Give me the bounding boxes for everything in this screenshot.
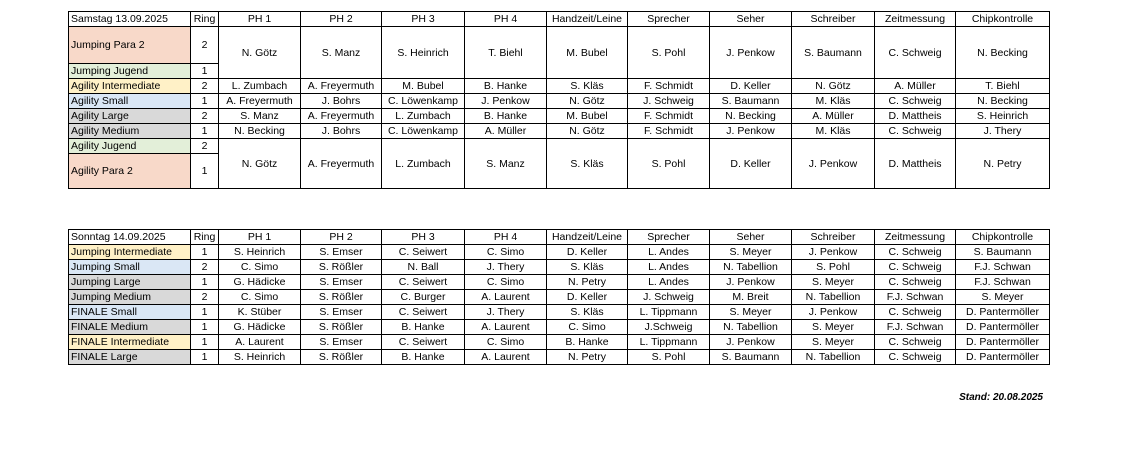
cell-schreiber: S. Meyer [792, 335, 875, 350]
cell-schreiber: N. Götz [792, 79, 875, 94]
cell-handzeit: C. Simo [547, 320, 628, 335]
ring-cell: 1 [191, 320, 219, 335]
table-row [69, 109, 1050, 124]
cell-zeitmessung: D. Mattheis [875, 109, 956, 124]
cell-ph3: C. Seiwert [382, 275, 465, 290]
cell-ph4: C. Simo [465, 275, 547, 290]
cell-sprecher: J. Schweig [628, 290, 710, 305]
class-label: FINALE Medium [69, 320, 191, 335]
cell-sprecher: S. Pohl [628, 139, 710, 189]
cell-seher: J. Penkow [710, 124, 792, 139]
ring-cell: 2 [191, 139, 219, 154]
cell-zeitmessung: F.J. Schwan [875, 320, 956, 335]
class-label: Agility Medium [69, 124, 191, 139]
cell-ph4: J. Thery [465, 260, 547, 275]
cell-sprecher: L. Andes [628, 245, 710, 260]
col-header: Seher [710, 12, 792, 27]
cell-ph4: J. Thery [465, 305, 547, 320]
cell-handzeit: D. Keller [547, 245, 628, 260]
cell-ph3: C. Seiwert [382, 335, 465, 350]
class-label: FINALE Small [69, 305, 191, 320]
cell-seher: S. Baumann [710, 350, 792, 365]
cell-zeitmessung: C. Schweig [875, 245, 956, 260]
cell-ph3: M. Bubel [382, 79, 465, 94]
ring-cell: 2 [191, 290, 219, 305]
cell-zeitmessung: F.J. Schwan [875, 290, 956, 305]
cell-handzeit: N. Petry [547, 350, 628, 365]
cell-sprecher: L. Andes [628, 275, 710, 290]
cell-ph1: S. Manz [219, 109, 301, 124]
cell-ph2: J. Bohrs [301, 94, 382, 109]
ring-cell: 2 [191, 79, 219, 94]
cell-schreiber: J. Penkow [792, 139, 875, 189]
cell-schreiber: J. Penkow [792, 245, 875, 260]
cell-ph2: A. Freyermuth [301, 109, 382, 124]
cell-chipkontrolle: D. Pantermöller [956, 335, 1050, 350]
cell-sprecher: L. Tippmann [628, 305, 710, 320]
cell-handzeit: S. Kläs [547, 305, 628, 320]
day-date: Sonntag 14.09.2025 [69, 230, 191, 245]
cell-ph4: C. Simo [465, 245, 547, 260]
class-label: Jumping Small [69, 260, 191, 275]
cell-ph4: A. Müller [465, 124, 547, 139]
cell-schreiber: S. Meyer [792, 275, 875, 290]
cell-ph1: L. Zumbach [219, 79, 301, 94]
cell-schreiber: N. Tabellion [792, 290, 875, 305]
col-header: Sprecher [628, 12, 710, 27]
cell-sprecher: L. Tippmann [628, 335, 710, 350]
cell-seher: S. Baumann [710, 94, 792, 109]
ring-cell: 1 [191, 64, 219, 79]
cell-ph4: S. Manz [465, 139, 547, 189]
cell-ph1: K. Stüber [219, 305, 301, 320]
table-row [69, 350, 1050, 365]
col-header: Seher [710, 230, 792, 245]
cell-ph1: G. Hädicke [219, 320, 301, 335]
cell-ph3: C. Burger [382, 290, 465, 305]
ring-cell: 2 [191, 109, 219, 124]
cell-seher: D. Keller [710, 139, 792, 189]
col-header: PH 1 [219, 230, 301, 245]
cell-zeitmessung: C. Schweig [875, 335, 956, 350]
col-header: Chipkontrolle [956, 12, 1050, 27]
cell-schreiber: S. Baumann [792, 27, 875, 79]
table-row [69, 139, 1050, 154]
col-header: PH 3 [382, 12, 465, 27]
col-header: PH 1 [219, 12, 301, 27]
col-header: PH 2 [301, 12, 382, 27]
cell-handzeit: N. Götz [547, 94, 628, 109]
cell-ph3: S. Heinrich [382, 27, 465, 79]
ring-cell: 1 [191, 154, 219, 189]
cell-sprecher: F. Schmidt [628, 79, 710, 94]
header-row [69, 230, 1050, 245]
header-row [69, 12, 1050, 27]
cell-sprecher: F. Schmidt [628, 109, 710, 124]
cell-sprecher: J.Schweig [628, 320, 710, 335]
table-row [69, 79, 1050, 94]
class-label: Agility Intermediate [69, 79, 191, 94]
cell-seher: N. Becking [710, 109, 792, 124]
col-header: Zeitmessung [875, 12, 956, 27]
cell-zeitmessung: C. Schweig [875, 124, 956, 139]
cell-seher: S. Meyer [710, 245, 792, 260]
cell-handzeit: S. Kläs [547, 260, 628, 275]
cell-ph3: C. Seiwert [382, 305, 465, 320]
class-label: Agility Jugend [69, 139, 191, 154]
cell-chipkontrolle: S. Meyer [956, 290, 1050, 305]
cell-ph1: G. Hädicke [219, 275, 301, 290]
table-row [69, 27, 1050, 64]
ring-cell: 1 [191, 94, 219, 109]
cell-chipkontrolle: D. Pantermöller [956, 320, 1050, 335]
cell-ph2: S. Emser [301, 305, 382, 320]
col-header: Schreiber [792, 230, 875, 245]
cell-schreiber: J. Penkow [792, 305, 875, 320]
ring-cell: 1 [191, 335, 219, 350]
col-header: Sprecher [628, 230, 710, 245]
cell-chipkontrolle: D. Pantermöller [956, 305, 1050, 320]
cell-ph1: C. Simo [219, 290, 301, 305]
cell-seher: M. Breit [710, 290, 792, 305]
cell-ph2: J. Bohrs [301, 124, 382, 139]
class-label: Agility Para 2 [69, 154, 191, 189]
cell-ph4: T. Biehl [465, 27, 547, 79]
cell-sprecher: F. Schmidt [628, 124, 710, 139]
cell-ph3: L. Zumbach [382, 139, 465, 189]
cell-chipkontrolle: N. Becking [956, 27, 1050, 79]
class-label: Jumping Large [69, 275, 191, 290]
col-header: PH 2 [301, 230, 382, 245]
cell-schreiber: M. Kläs [792, 124, 875, 139]
cell-handzeit: N. Götz [547, 124, 628, 139]
class-label: FINALE Intermediate [69, 335, 191, 350]
cell-chipkontrolle: D. Pantermöller [956, 350, 1050, 365]
sunday-schedule-table [68, 229, 1050, 365]
ring-cell: 1 [191, 124, 219, 139]
cell-zeitmessung: C. Schweig [875, 305, 956, 320]
cell-sprecher: S. Pohl [628, 27, 710, 79]
cell-chipkontrolle: S. Heinrich [956, 109, 1050, 124]
cell-ph4: B. Hanke [465, 109, 547, 124]
cell-ph4: C. Simo [465, 335, 547, 350]
cell-ph1: S. Heinrich [219, 245, 301, 260]
cell-handzeit: N. Petry [547, 275, 628, 290]
ring-cell: 1 [191, 275, 219, 290]
cell-zeitmessung: C. Schweig [875, 260, 956, 275]
table-row [69, 335, 1050, 350]
cell-ph4: B. Hanke [465, 79, 547, 94]
stand-date: Stand: 20.08.2025 [959, 392, 1043, 403]
cell-ph2: A. Freyermuth [301, 139, 382, 189]
class-label: FINALE Large [69, 350, 191, 365]
cell-handzeit: D. Keller [547, 290, 628, 305]
cell-chipkontrolle: S. Baumann [956, 245, 1050, 260]
ring-cell: 1 [191, 305, 219, 320]
cell-schreiber: M. Kläs [792, 94, 875, 109]
cell-handzeit: S. Kläs [547, 79, 628, 94]
table-row [69, 275, 1050, 290]
col-header: Ring [191, 230, 219, 245]
col-header: PH 4 [465, 230, 547, 245]
cell-zeitmessung: A. Müller [875, 79, 956, 94]
table-row [69, 290, 1050, 305]
col-header: PH 3 [382, 230, 465, 245]
ring-cell: 1 [191, 245, 219, 260]
table-row [69, 305, 1050, 320]
class-label: Agility Large [69, 109, 191, 124]
class-label: Jumping Medium [69, 290, 191, 305]
cell-ph3: B. Hanke [382, 320, 465, 335]
cell-ph2: S. Emser [301, 275, 382, 290]
cell-sprecher: L. Andes [628, 260, 710, 275]
class-label: Jumping Intermediate [69, 245, 191, 260]
table-row [69, 320, 1050, 335]
col-header: Schreiber [792, 12, 875, 27]
cell-ph3: N. Ball [382, 260, 465, 275]
cell-handzeit: S. Kläs [547, 139, 628, 189]
cell-schreiber: N. Tabellion [792, 350, 875, 365]
cell-ph3: C. Löwenkamp [382, 124, 465, 139]
cell-seher: D. Keller [710, 79, 792, 94]
ring-cell: 2 [191, 27, 219, 64]
cell-seher: J. Penkow [710, 275, 792, 290]
saturday-schedule-table [68, 11, 1050, 189]
cell-seher: S. Meyer [710, 305, 792, 320]
cell-chipkontrolle: N. Petry [956, 139, 1050, 189]
class-label: Jumping Jugend [69, 64, 191, 79]
cell-ph4: A. Laurent [465, 320, 547, 335]
cell-schreiber: S. Meyer [792, 320, 875, 335]
cell-ph1: A. Freyermuth [219, 94, 301, 109]
cell-schreiber: A. Müller [792, 109, 875, 124]
col-header: Ring [191, 12, 219, 27]
cell-seher: J. Penkow [710, 335, 792, 350]
cell-handzeit: M. Bubel [547, 109, 628, 124]
cell-schreiber: S. Pohl [792, 260, 875, 275]
cell-ph4: A. Laurent [465, 350, 547, 365]
cell-ph1: S. Heinrich [219, 350, 301, 365]
table-row [69, 260, 1050, 275]
cell-ph1: N. Becking [219, 124, 301, 139]
col-header: Chipkontrolle [956, 230, 1050, 245]
cell-ph2: S. Emser [301, 245, 382, 260]
cell-zeitmessung: D. Mattheis [875, 139, 956, 189]
cell-ph2: A. Freyermuth [301, 79, 382, 94]
cell-ph4: J. Penkow [465, 94, 547, 109]
cell-chipkontrolle: T. Biehl [956, 79, 1050, 94]
cell-sprecher: J. Schweig [628, 94, 710, 109]
cell-ph2: S. Rößler [301, 320, 382, 335]
cell-ph4: A. Laurent [465, 290, 547, 305]
ring-cell: 2 [191, 260, 219, 275]
cell-ph3: B. Hanke [382, 350, 465, 365]
cell-chipkontrolle: J. Thery [956, 124, 1050, 139]
cell-ph2: S. Emser [301, 335, 382, 350]
cell-seher: N. Tabellion [710, 260, 792, 275]
col-header: Zeitmessung [875, 230, 956, 245]
cell-handzeit: M. Bubel [547, 27, 628, 79]
class-label: Agility Small [69, 94, 191, 109]
cell-ph2: S. Rößler [301, 260, 382, 275]
cell-ph2: S. Rößler [301, 290, 382, 305]
cell-ph1: A. Laurent [219, 335, 301, 350]
cell-ph1: N. Götz [219, 27, 301, 79]
table-row [69, 245, 1050, 260]
col-header: Handzeit/Leine [547, 12, 628, 27]
cell-chipkontrolle: F.J. Schwan [956, 275, 1050, 290]
cell-ph3: L. Zumbach [382, 109, 465, 124]
cell-ph1: N. Götz [219, 139, 301, 189]
cell-chipkontrolle: N. Becking [956, 94, 1050, 109]
class-label: Jumping Para 2 [69, 27, 191, 64]
cell-ph3: C. Löwenkamp [382, 94, 465, 109]
day-date: Samstag 13.09.2025 [69, 12, 191, 27]
cell-ph1: C. Simo [219, 260, 301, 275]
col-header: Handzeit/Leine [547, 230, 628, 245]
cell-ph2: S. Rößler [301, 350, 382, 365]
col-header: PH 4 [465, 12, 547, 27]
cell-zeitmessung: C. Schweig [875, 94, 956, 109]
cell-chipkontrolle: F.J. Schwan [956, 260, 1050, 275]
cell-ph2: S. Manz [301, 27, 382, 79]
cell-zeitmessung: C. Schweig [875, 275, 956, 290]
cell-seher: J. Penkow [710, 27, 792, 79]
cell-ph3: C. Seiwert [382, 245, 465, 260]
cell-seher: N. Tabellion [710, 320, 792, 335]
table-row [69, 124, 1050, 139]
cell-handzeit: B. Hanke [547, 335, 628, 350]
ring-cell: 1 [191, 350, 219, 365]
cell-zeitmessung: C. Schweig [875, 27, 956, 79]
cell-zeitmessung: C. Schweig [875, 350, 956, 365]
cell-sprecher: S. Pohl [628, 350, 710, 365]
table-row [69, 94, 1050, 109]
